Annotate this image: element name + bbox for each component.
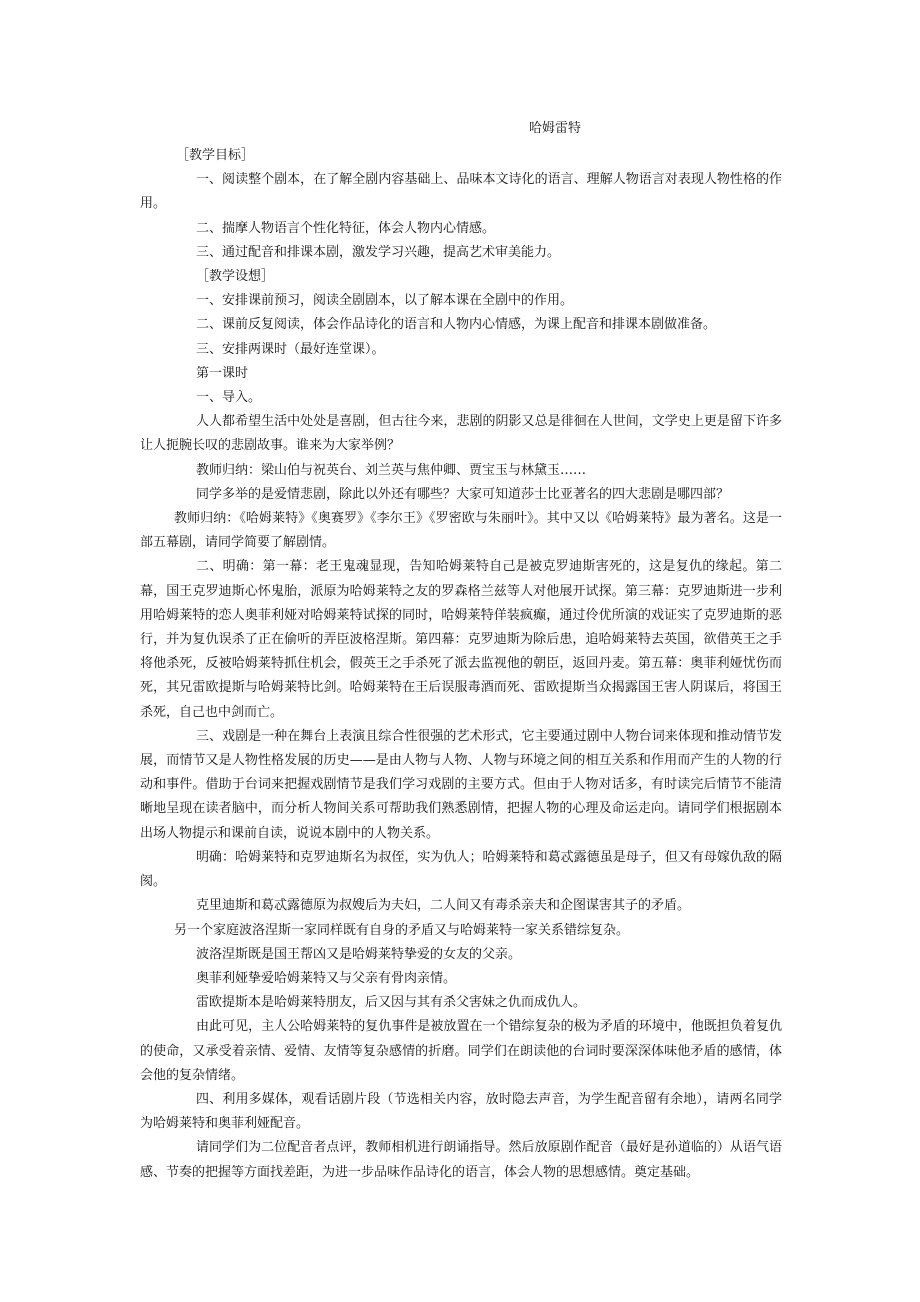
paragraph: 请同学们为二位配音者点评，教师相机进行朗诵指导。然后放原剧作配音（最好是孙道临的）从语气语感、节奏的把握等方面找差距，为进一步品味作品诗化的语言，体会人物的思想感情。奠定基础。 (140, 1140, 782, 1180)
paragraph: 人人都希望生活中处处是喜剧，但古往今来，悲剧的阴影又总是徘徊在人世间，文学史上更是留下许多让人扼腕长叹的悲剧故事。谁来为大家举例？ (140, 414, 782, 454)
lesson-label: 第一课时 (196, 365, 249, 381)
paragraph: 同学多举的是爱情悲剧，除此以外还有哪些？大家可知道莎士比亚著名的四大悲剧是哪四部？ (196, 486, 730, 502)
intro-label: 一、导入。 (196, 390, 262, 406)
paragraph: 奥菲利娅挚爱哈姆莱特又与父亲有骨肉亲情。 (196, 970, 457, 986)
goal-1: 一、阅读整个剧本，在了解全剧内容基础上、品味本文诗化的语言、理解人物语言对表现人物性格的作用。 (140, 172, 782, 212)
paragraph: 四、利用多媒体，观看话剧片段（节选相关内容，放时隐去声音，为学生配音留有余地），请两名同学为哈姆莱特和奥菲利娅配音。 (140, 1091, 782, 1132)
design-3: 三、安排两课时（最好连堂课）。 (196, 341, 385, 357)
document-page (140, 116, 782, 1185)
paragraph: 教师归纳：《哈姆莱特》《奥赛罗》《李尔王》《罗密欧与朱丽叶》。其中又以《哈姆莱特》最为著名。这是一部五幕剧，请同学简要了解剧情。 (140, 511, 782, 551)
paragraph: 另一个家庭波洛涅斯一家同样既有自身的矛盾又与哈姆莱特一家关系错综复杂。 (174, 922, 630, 938)
paragraph: 雷欧提斯本是哈姆莱特朋友，后又因与其有杀父害妹之仇而成仇人。 (196, 995, 587, 1011)
design-1: 一、安排课前预习，阅读全剧剧本，以了解本课在全剧中的作用。 (196, 293, 574, 309)
paragraph: 波洛涅斯既是国王帮凶又是哈姆莱特挚爱的女友的父亲。 (196, 946, 522, 962)
paragraph: 明确：哈姆莱特和克罗迪斯名为叔侄，实为仇人；哈姆莱特和葛忒露德虽是母子，但又有母嫁仇敌的隔阂。 (140, 849, 782, 890)
paragraph: 教师归纳：梁山伯与祝英台、刘兰英与焦仲卿、贾宝玉与林黛玉…… (196, 462, 587, 478)
paragraph: 二、明确：第一幕：老王鬼魂显现，告知哈姆莱特自己是被克罗迪斯害死的，这是复仇的缘起。第二幕，国王克罗迪斯心怀鬼胎，派原为哈姆莱特之友的罗森格兰兹等人对他展开试探。第三幕：克罗迪斯进一步利用哈姆莱特的恋人奥菲利娅对哈姆莱特试探的同时，哈姆莱特佯装疯癫，通过伶优所演的戏证实了克罗迪斯的恶行，并为复仇误杀了正在偷听的弄臣波格涅斯。第四幕：克罗迪斯为除后患，追哈姆莱特去英国，欲借英王之手将他杀死，反被哈姆莱特抓住机会，假英王之手杀死了派去监视他的朝臣，返回丹麦。第五幕：奥菲利娅忧伤而死，其兄雷欧提斯与哈姆莱特比剑。哈姆莱特在王后误服毒酒而死、雷欧提斯当众揭露国王害人阴谋后，将国王杀死，自己也中剑而亡。 (140, 559, 782, 720)
page-title: 哈姆雷特 (528, 121, 581, 136)
paragraph: 由此可见，主人公哈姆莱特的复仇事件是被放置在一个错综复杂的极为矛盾的环境中，他既担负着复仇的使命，又承受着亲情、爱情、友情等复杂感情的折磨。同学们在朗读他的台词时要深深体味他矛盾的感情，体会他的复杂情绪。 (140, 1019, 782, 1083)
design-heading: ［教学设想］ (196, 269, 275, 285)
design-2: 二、课前反复阅读，体会作品诗化的语言和人物内心情感，为课上配音和排课本剧做准备。 (196, 317, 717, 333)
goal-2: 二、揣摩人物语言个性化特征，体会人物内心情感。 (196, 220, 496, 236)
paragraph: 三、戏剧是一种在舞台上表演且综合性很强的艺术形式，它主要通过剧中人物台词来体现和推动情节发展，而情节又是人物性格发展的历史——是由人物与人物、人物与环境之间的相互关系和作用而产生的人物的行动和事件。借助于台词来把握戏剧情节是我们学习戏剧的主要方式。但由于人物对话多，有时读完后情节不能清晰地呈现在读者脑中，而分析人物间关系可帮助我们熟悉剧情，把握人物的心理及命运走向。请同学们根据剧本出场人物提示和课前自读，说说本剧中的人物关系。 (140, 728, 782, 841)
goals-heading: ［教学目标］ (176, 148, 255, 163)
goal-3: 三、通过配音和排课本剧，激发学习兴趣，提高艺术审美能力。 (196, 244, 561, 260)
paragraph: 克里迪斯和葛忒露德原为叔嫂后为夫妇，二人间又有毒杀亲夫和企图谋害其子的矛盾。 (196, 898, 691, 914)
